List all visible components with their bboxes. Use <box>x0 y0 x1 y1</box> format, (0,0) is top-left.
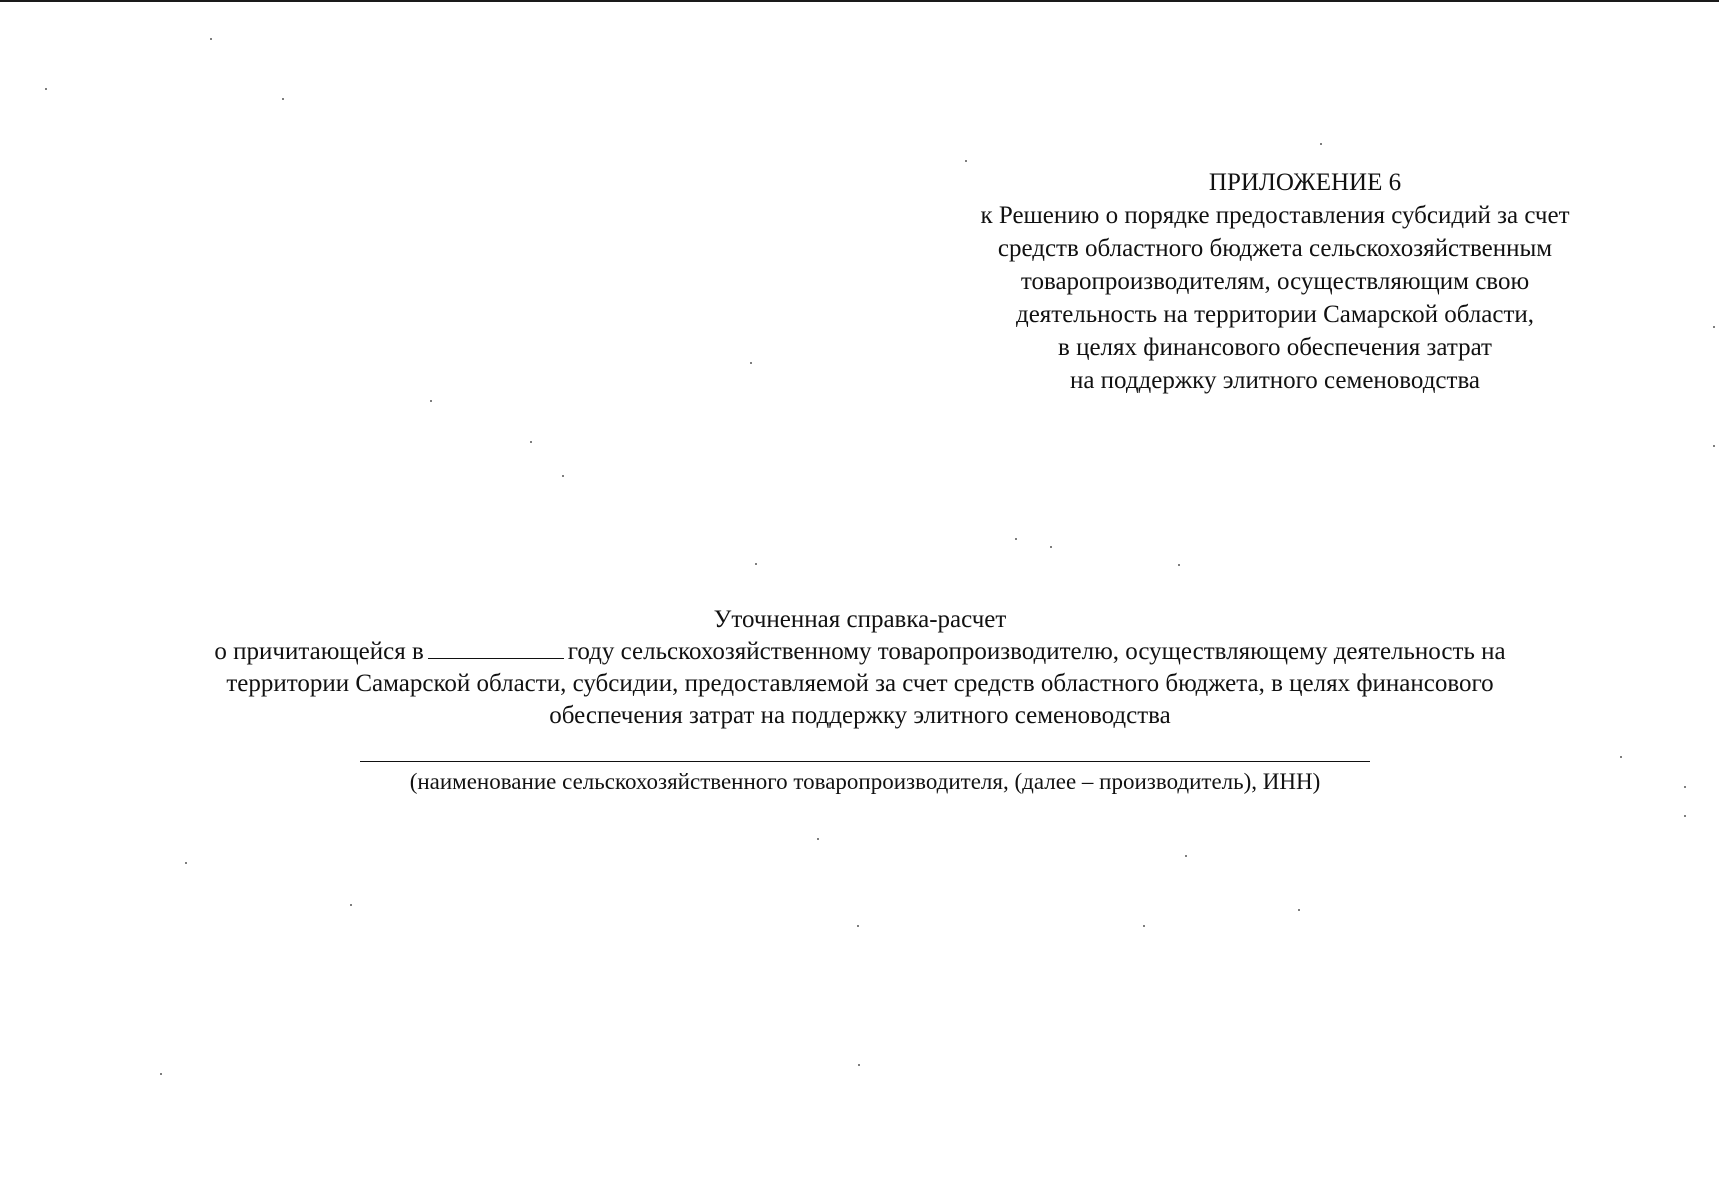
scan-speck <box>282 98 284 100</box>
heading-line-3: обеспечения затрат на поддержку элитного семеноводства <box>549 702 1171 729</box>
appendix-header <box>930 166 1620 397</box>
scan-speck <box>1178 564 1180 566</box>
scan-speck <box>817 838 819 840</box>
document-heading <box>120 604 1600 732</box>
scan-speck <box>750 362 752 364</box>
scan-speck <box>1713 326 1715 328</box>
scan-speck <box>1320 143 1322 145</box>
producer-name-blank-line[interactable] <box>360 761 1370 762</box>
document-title: Уточненная справка-расчет <box>713 606 1007 633</box>
scan-speck <box>1050 546 1052 548</box>
scan-speck <box>350 904 352 906</box>
scan-speck <box>1713 445 1715 447</box>
scan-speck <box>858 1064 860 1066</box>
scan-speck <box>1620 756 1622 758</box>
appendix-line: товаропроизводителям, осуществляющим свою <box>1020 268 1530 295</box>
heading-line-2: территории Самарской области, субсидии, предоставляемой за счет средств областного бюджета, в целях финансового <box>226 670 1494 697</box>
appendix-line: средств областного бюджета сельскохозяйственным <box>997 235 1553 262</box>
scan-speck <box>430 400 432 402</box>
scan-speck <box>210 38 212 40</box>
scan-speck <box>562 475 564 477</box>
heading-line-1-start: о причитающейся в <box>214 638 424 665</box>
appendix-line: деятельность на территории Самарской области, <box>1015 301 1535 328</box>
scan-speck <box>1143 925 1145 927</box>
appendix-line: на поддержку элитного семеноводства <box>1069 367 1481 394</box>
appendix-line: к Решению о порядке предоставления субсидий за счет <box>980 202 1570 229</box>
scan-speck <box>755 563 757 565</box>
top-border-line <box>0 0 1719 2</box>
scan-speck <box>1298 909 1300 911</box>
scan-speck <box>160 1073 162 1075</box>
scan-speck <box>857 925 859 927</box>
scan-speck <box>1684 815 1686 817</box>
scan-speck <box>1185 855 1187 857</box>
heading-line-1-end: году сельскохозяйственному товаропроизводителю, осуществляющему деятельность на <box>567 638 1506 665</box>
scan-speck <box>1684 786 1686 788</box>
scan-speck <box>530 441 532 443</box>
scan-speck <box>45 88 47 90</box>
producer-name-caption: (наименование сельскохозяйственного товаропроизводителя, (далее – производитель), ИНН) <box>409 769 1321 794</box>
year-blank-field[interactable] <box>428 636 564 659</box>
heading-line-1 <box>120 636 1600 668</box>
scan-speck <box>1015 538 1017 540</box>
scan-speck <box>965 160 967 162</box>
appendix-title: ПРИЛОЖЕНИЕ 6 <box>1208 169 1402 196</box>
scan-speck <box>185 862 187 864</box>
appendix-line: в целях финансового обеспечения затрат <box>1058 334 1492 361</box>
